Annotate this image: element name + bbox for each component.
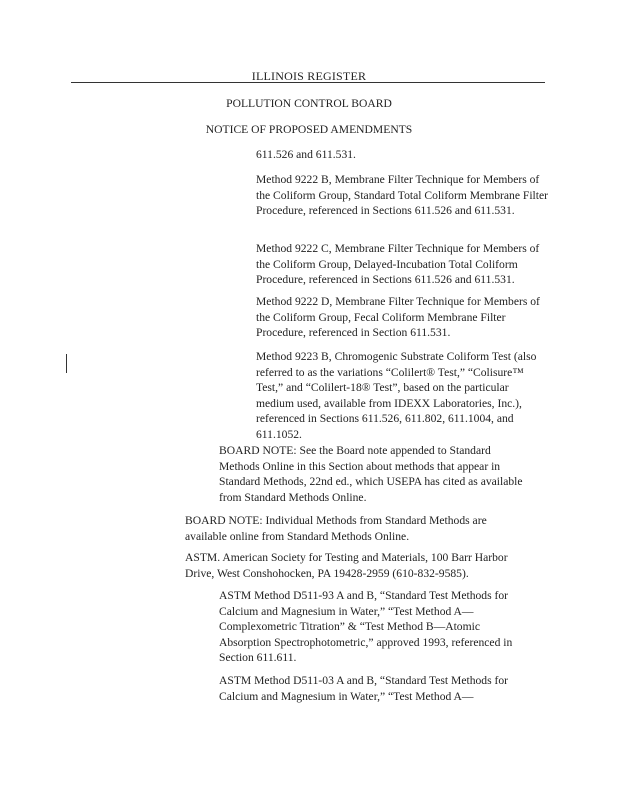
paragraph-astm-d511-93: ASTM Method D511-93 A and B, “Standard Test Methods for Calcium and Magnesium in Water,” “Test Method A—Complexometric Titration” & “Test Method B—Atomic Absorption Spectrophotometric,” approved 1993, referenced in Section 611.611.: [219, 589, 513, 665]
paragraph-method-9223b: Method 9223 B, Chromogenic Substrate Coliform Test (also referred to as the variations “Colilert® Test,” “Colisure™ Test,” and “Colilert-18® Test”, based on the particular medium used, available from IDEXX Laboratories, Inc.), referenced in Sections 611.526, 611.802, 611.1004, and 611.1052.: [256, 350, 537, 441]
paragraph-board-note-online: BOARD NOTE: Individual Methods from Standard Methods are available online from Standard Methods Online.: [185, 514, 487, 543]
paragraph-section-ref: 611.526 and 611.531.: [256, 148, 356, 161]
paragraph-board-note-standard-methods: BOARD NOTE: See the Board note appended to Standard Methods Online in this Section about methods that appear in Standard Methods, 22nd ed., which USEPA has cited as available from Standard Methods Online.: [219, 444, 523, 504]
paragraph-astm-d511-03: ASTM Method D511-03 A and B, “Standard Test Methods for Calcium and Magnesium in Water,” “Test Method A—: [219, 674, 509, 703]
paragraph-astm-address: ASTM. American Society for Testing and Materials, 100 Barr Harbor Drive, West Conshohocken, PA 19428-2959 (610-832-9585).: [185, 551, 508, 580]
change-bar: [66, 354, 67, 373]
paragraph-method-9222d: Method 9222 D, Membrane Filter Technique for Members of the Coliform Group, Fecal Coliform Membrane Filter Procedure, referenced in Section 611.531.: [256, 295, 540, 340]
paragraph-method-9222b: Method 9222 B, Membrane Filter Technique for Members of the Coliform Group, Standard Total Coliform Membrane Filter Procedure, referenced in Sections 611.526 and 611.531.: [256, 173, 548, 218]
header-register-title: ILLINOIS REGISTER: [251, 69, 367, 83]
header-rule: [71, 82, 545, 83]
header-notice-title: NOTICE OF PROPOSED AMENDMENTS: [205, 123, 413, 136]
paragraph-method-9222c: Method 9222 C, Membrane Filter Technique for Members of the Coliform Group, Delayed-Incubation Total Coliform Procedure, referenced in Sections 611.526 and 611.531.: [256, 242, 540, 287]
header-board-name: POLLUTION CONTROL BOARD: [226, 97, 392, 110]
